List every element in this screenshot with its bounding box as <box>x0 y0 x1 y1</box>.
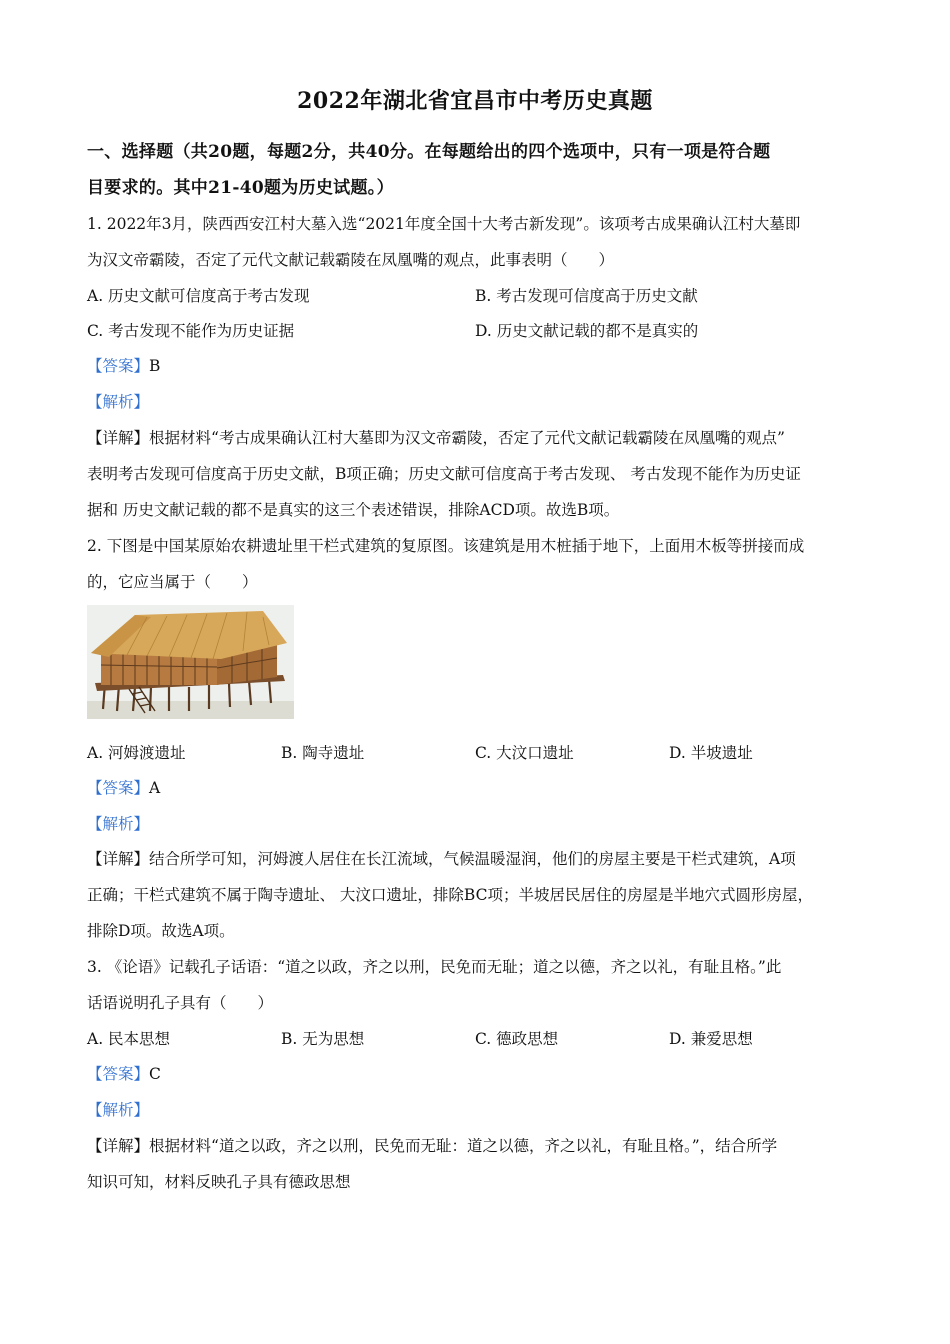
answer-label: 【答案】 <box>87 1065 150 1083</box>
page-title: 2022年湖北省宜昌市中考历史真题 <box>297 88 653 114</box>
q1-options-row-2 <box>87 320 887 342</box>
q2-detail-line-1 <box>87 848 877 870</box>
q2-option-d: D. 半坡遗址 <box>669 744 753 762</box>
analysis-label: 【解析】 <box>87 1101 150 1119</box>
q1-options-row-1 <box>87 285 887 307</box>
q3-stem-line-1: 3. 《论语》记载孔子话语：“道之以政，齐之以刑，民免而无耻；道之以德，齐之以礼，有耻且格。”此 <box>87 958 782 976</box>
q1-detail-text-1: 根据材料“考古成果确认江村大墓即为汉文帝霸陵，否定了元代文献记载霸陵在凤凰嘴的观点” <box>149 429 785 447</box>
q1-option-c: C. 考古发现不能作为历史证据 <box>87 322 295 340</box>
q3-option-c: C. 德政思想 <box>475 1030 559 1048</box>
q1-option-a: A. 历史文献可信度高于考古发现 <box>87 287 310 305</box>
stilt-house-drawing <box>87 605 294 719</box>
q2-option-a: A. 河姆渡遗址 <box>87 744 186 762</box>
answer-label: 【答案】 <box>87 779 150 797</box>
q3-detail-text-1: 根据材料“道之以政，齐之以刑，民免而无耻：道之以德，齐之以礼，有耻且格。”，结合所学 <box>149 1137 778 1155</box>
q2-detail-line-3: 排除D项。故选A项。 <box>87 922 235 940</box>
stilt-house-illustration <box>87 605 294 719</box>
q1-stem-line-1: 1. 2022年3月，陕西西安江村大墓入选“2021年度全国十大考古新发现”。该项考古成果确认江村大墓即 <box>87 215 801 233</box>
q3-answer <box>87 1063 877 1085</box>
q1-detail-line-1 <box>87 427 877 449</box>
q2-option-c: C. 大汶口遗址 <box>475 744 574 762</box>
detail-label: 【详解】 <box>87 429 150 447</box>
q3-option-a: A. 民本思想 <box>87 1030 171 1048</box>
q1-answer-value: B <box>149 357 161 375</box>
q1-option-b: B. 考古发现可信度高于历史文献 <box>475 287 698 305</box>
q3-detail-line-1 <box>87 1135 877 1157</box>
q1-answer <box>87 355 877 377</box>
q2-answer <box>87 777 877 799</box>
q2-detail-text-1: 结合所学可知，河姆渡人居住在长江流域，气候温暖湿润，他们的房屋主要是干栏式建筑，A项 <box>149 850 796 868</box>
q3-option-b: B. 无为思想 <box>281 1030 365 1048</box>
q3-options-row <box>87 1028 887 1050</box>
q2-option-b: B. 陶寺遗址 <box>281 744 365 762</box>
section-heading-line-1: 一、选择题（共20题，每题2分，共40分。在每题给出的四个选项中，只有一项是符合题 <box>87 142 771 162</box>
q2-answer-value: A <box>149 779 161 797</box>
analysis-label: 【解析】 <box>87 815 150 833</box>
q3-answer-value: C <box>149 1065 161 1083</box>
q1-detail-line-2: 表明考古发现可信度高于历史文献，B项正确；历史文献可信度高于考古发现、 考古发现不能作为历史证 <box>87 465 801 483</box>
q2-detail-line-2: 正确；干栏式建筑不属于陶寺遗址、 大汶口遗址，排除BC项；半坡居民居住的房屋是半地穴式圆形房屋， <box>87 886 813 904</box>
q3-option-d: D. 兼爱思想 <box>669 1030 753 1048</box>
detail-label: 【详解】 <box>87 850 150 868</box>
q1-option-d: D. 历史文献记载的都不是真实的 <box>475 322 699 340</box>
q3-detail-line-2: 知识可知，材料反映孔子具有德政思想 <box>87 1173 351 1191</box>
q2-analysis <box>87 813 877 835</box>
answer-label: 【答案】 <box>87 357 150 375</box>
q1-detail-line-3: 据和 历史文献记载的都不是真实的这三个表述错误，排除ACD项。故选B项。 <box>87 501 620 519</box>
q3-stem-line-2: 话语说明孔子具有（ ） <box>87 994 274 1012</box>
analysis-label: 【解析】 <box>87 393 150 411</box>
q2-options-row <box>87 742 887 764</box>
q2-stem-line-2: 的，它应当属于（ ） <box>87 573 258 591</box>
q2-stem-line-1: 2. 下图是中国某原始农耕遗址里干栏式建筑的复原图。该建筑是用木桩插于地下，上面用木板等拼接而成 <box>87 537 805 555</box>
section-heading-line-2: 目要求的。其中21-40题为历史试题。） <box>87 178 394 198</box>
q1-stem-line-2: 为汉文帝霸陵，否定了元代文献记载霸陵在凤凰嘴的观点，此事表明（ ） <box>87 251 615 269</box>
q3-analysis <box>87 1099 877 1121</box>
detail-label: 【详解】 <box>87 1137 150 1155</box>
q1-analysis <box>87 391 877 413</box>
